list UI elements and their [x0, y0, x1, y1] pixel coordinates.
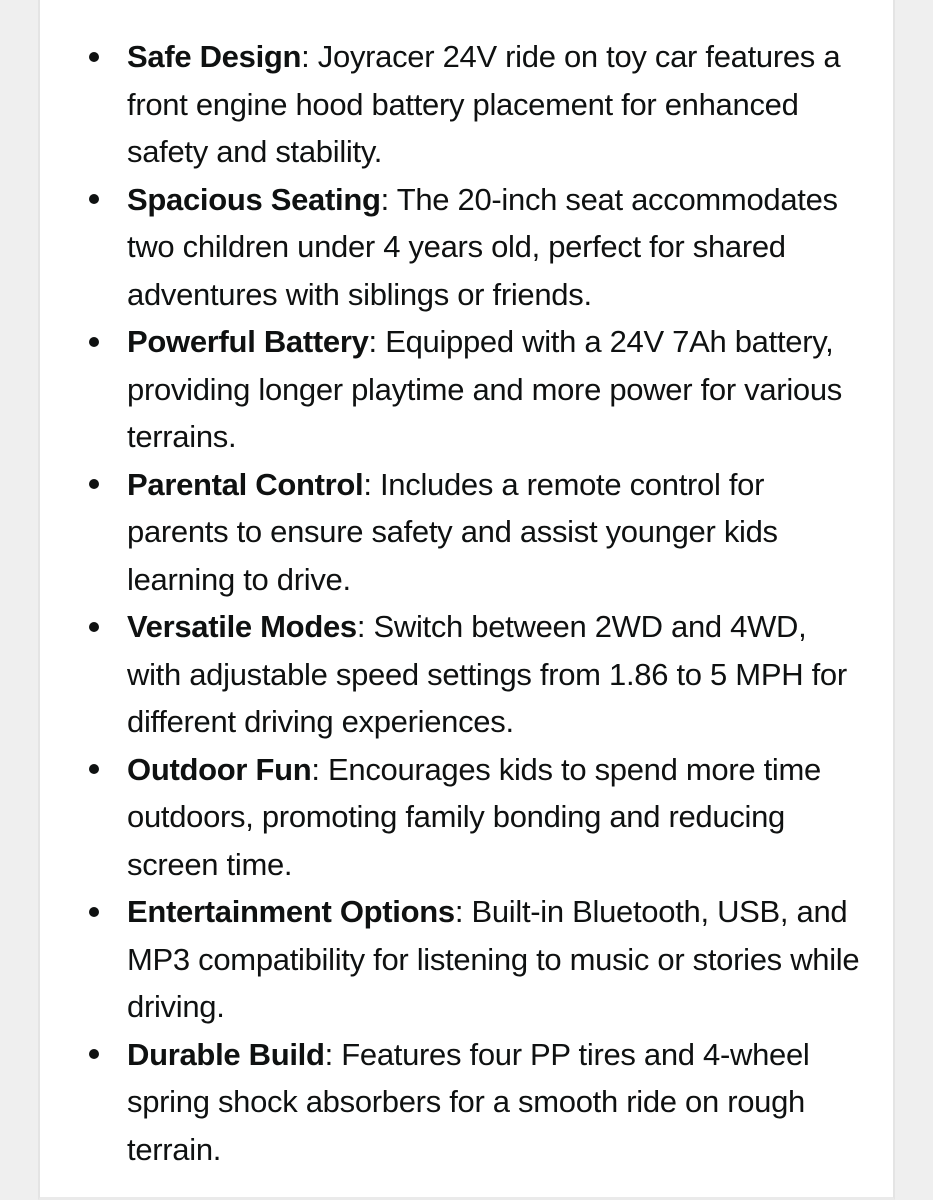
- feature-title: Durable Build: [127, 1036, 325, 1072]
- feature-title: Outdoor Fun: [127, 751, 312, 787]
- feature-title: Powerful Battery: [127, 324, 369, 359]
- bullet-icon: [89, 337, 99, 347]
- bullet-icon: [89, 1049, 99, 1059]
- feature-separator: :: [311, 751, 329, 787]
- feature-item: [40, 603, 893, 746]
- feature-separator: :: [356, 609, 374, 644]
- bullet-icon: [89, 479, 99, 489]
- feature-item: [40, 888, 893, 1031]
- feature-item: [40, 1031, 893, 1174]
- feature-description: Equipped with a 24V 7Ah battery, providing longer playtime and more power for various terrains.: [127, 324, 842, 454]
- feature-item: [40, 746, 893, 889]
- bullet-icon: [89, 194, 99, 204]
- feature-item: [40, 318, 893, 461]
- feature-description: Joyracer 24V ride on toy car features a front engine hood battery placement for enhanced safety and stability.: [127, 39, 841, 169]
- feature-text: [127, 33, 865, 176]
- feature-text: [127, 888, 865, 1031]
- feature-title: Safe Design: [127, 39, 302, 74]
- feature-separator: :: [363, 466, 380, 502]
- feature-separator: :: [454, 894, 472, 929]
- feature-text: [127, 461, 865, 604]
- feature-separator: :: [301, 39, 318, 74]
- feature-item: [40, 461, 893, 604]
- feature-item: [40, 33, 893, 176]
- feature-description: Encourages kids to spend more time outdoors, promoting family bonding and reducing screen time.: [127, 751, 821, 882]
- feature-text: [127, 746, 865, 889]
- feature-description: Built-in Bluetooth, USB, and MP3 compatibility for listening to music or stories while driving.: [127, 894, 860, 1024]
- feature-description: The 20-inch seat accommodates two children under 4 years old, perfect for shared adventures with siblings or friends.: [127, 181, 838, 312]
- feature-description: Includes a remote control for parents to ensure safety and assist younger kids learning to drive.: [127, 466, 778, 597]
- feature-list: [40, 33, 893, 1173]
- feature-separator: :: [368, 324, 386, 359]
- feature-item: [40, 176, 893, 319]
- feature-text: [127, 318, 865, 461]
- feature-text: [127, 1031, 865, 1174]
- feature-title: Spacious Seating: [127, 181, 381, 217]
- feature-separator: :: [324, 1036, 342, 1072]
- feature-title: Entertainment Options: [127, 894, 455, 929]
- product-description-card: [38, 0, 895, 1200]
- feature-text: [127, 603, 865, 746]
- feature-description: Switch between 2WD and 4WD, with adjustable speed settings from 1.86 to 5 MPH for different driving experiences.: [127, 609, 847, 739]
- feature-text: [127, 176, 865, 319]
- bullet-icon: [89, 764, 99, 774]
- feature-separator: :: [380, 181, 397, 217]
- bullet-icon: [89, 52, 99, 62]
- bullet-icon: [89, 907, 99, 917]
- bullet-icon: [89, 622, 99, 632]
- feature-title: Parental Control: [127, 466, 364, 502]
- feature-title: Versatile Modes: [127, 609, 357, 644]
- feature-description: Features four PP tires and 4-wheel spring shock absorbers for a smooth ride on rough terrain.: [127, 1036, 810, 1167]
